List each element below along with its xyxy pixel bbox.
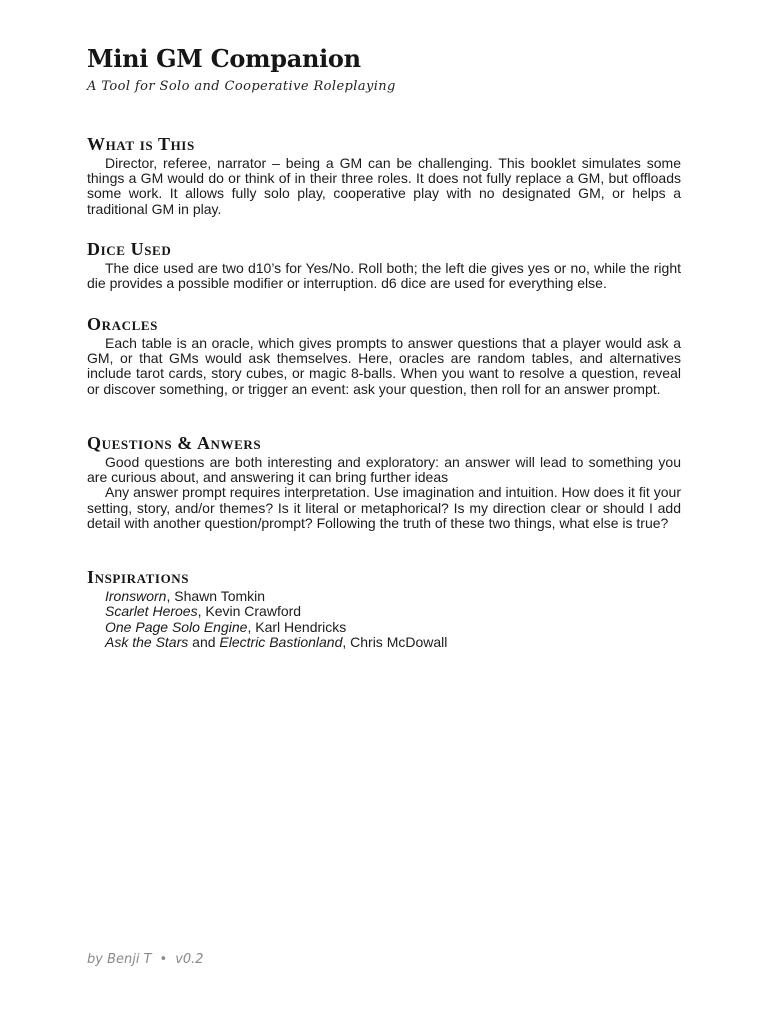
section-heading: Inspirations bbox=[87, 567, 190, 587]
section-heading: Dice Used bbox=[87, 239, 172, 259]
list-item bbox=[105, 604, 681, 619]
work-joiner: and bbox=[188, 634, 220, 651]
page-subtitle: A Tool for Solo and Cooperative Roleplaying bbox=[87, 79, 396, 94]
work-title: Scarlet Heroes bbox=[105, 603, 198, 620]
section-oracles bbox=[87, 314, 681, 397]
work-title: Ironsworn bbox=[105, 588, 167, 604]
work-title: One Page Solo Engine bbox=[105, 618, 248, 635]
work-author: , Kevin Crawford bbox=[197, 603, 302, 620]
work-title: Electric Bastionland bbox=[219, 634, 343, 651]
list-item bbox=[105, 620, 681, 635]
inspirations-list bbox=[87, 589, 681, 651]
work-title: Ask the Stars bbox=[105, 634, 189, 651]
footer-version: v0.2 bbox=[175, 952, 204, 967]
list-item bbox=[105, 589, 681, 604]
section-heading: Questions & Anwers bbox=[87, 433, 262, 453]
section-paragraph: Director, referee, narrator – being a GM can be challenging. This booklet simulates some things a GM would do or think of in their three roles. It does not fully replace a GM, but offloads some work. It allows fully solo play, cooperative play with no designated GM, or helps a traditional GM in play. bbox=[87, 155, 681, 217]
section-dice-used bbox=[87, 239, 681, 291]
list-item bbox=[105, 635, 681, 650]
section-paragraph: Each table is an oracle, which gives prompts to answer questions that a player would ask a GM, or that GMs would ask themselves. Here, oracles are random tables, and alternatives include tarot cards, story cubes, or magic 8-balls. When you want to resolve a question, reveal or discover something, or trigger an event: ask your question, then roll for an answer prompt. bbox=[87, 335, 681, 397]
section-paragraph: Any answer prompt requires interpretation. Use imagination and intuition. How does it fit your setting, story, and/or themes? Is it literal or metaphorical? Is my direction clear or should I add detail with another question/prompt? Following the truth of these two things, what else is true? bbox=[87, 484, 681, 531]
work-author: , Karl Hendricks bbox=[247, 618, 347, 635]
page-footer bbox=[87, 952, 204, 967]
work-author: , Chris McDowall bbox=[342, 634, 448, 651]
footer-author: by Benji T bbox=[87, 952, 152, 967]
section-heading: Oracles bbox=[87, 314, 158, 334]
section-inspirations bbox=[87, 567, 681, 651]
footer-separator: • bbox=[159, 952, 168, 967]
section-paragraph: Good questions are both interesting and exploratory: an answer will lead to something you are curious about, and answering it can bring further ideas bbox=[87, 454, 681, 486]
section-questions-answers bbox=[87, 433, 681, 531]
section-paragraph: The dice used are two d10’s for Yes/No. Roll both; the left die gives yes or no, while the right die provides a possible modifier or interruption. d6 dice are used for everything else. bbox=[87, 260, 681, 292]
page-title: Mini GM Companion bbox=[87, 44, 361, 73]
section-what-is-this bbox=[87, 134, 681, 217]
section-heading: What is This bbox=[87, 134, 195, 154]
work-author: , Shawn Tomkin bbox=[166, 588, 266, 604]
